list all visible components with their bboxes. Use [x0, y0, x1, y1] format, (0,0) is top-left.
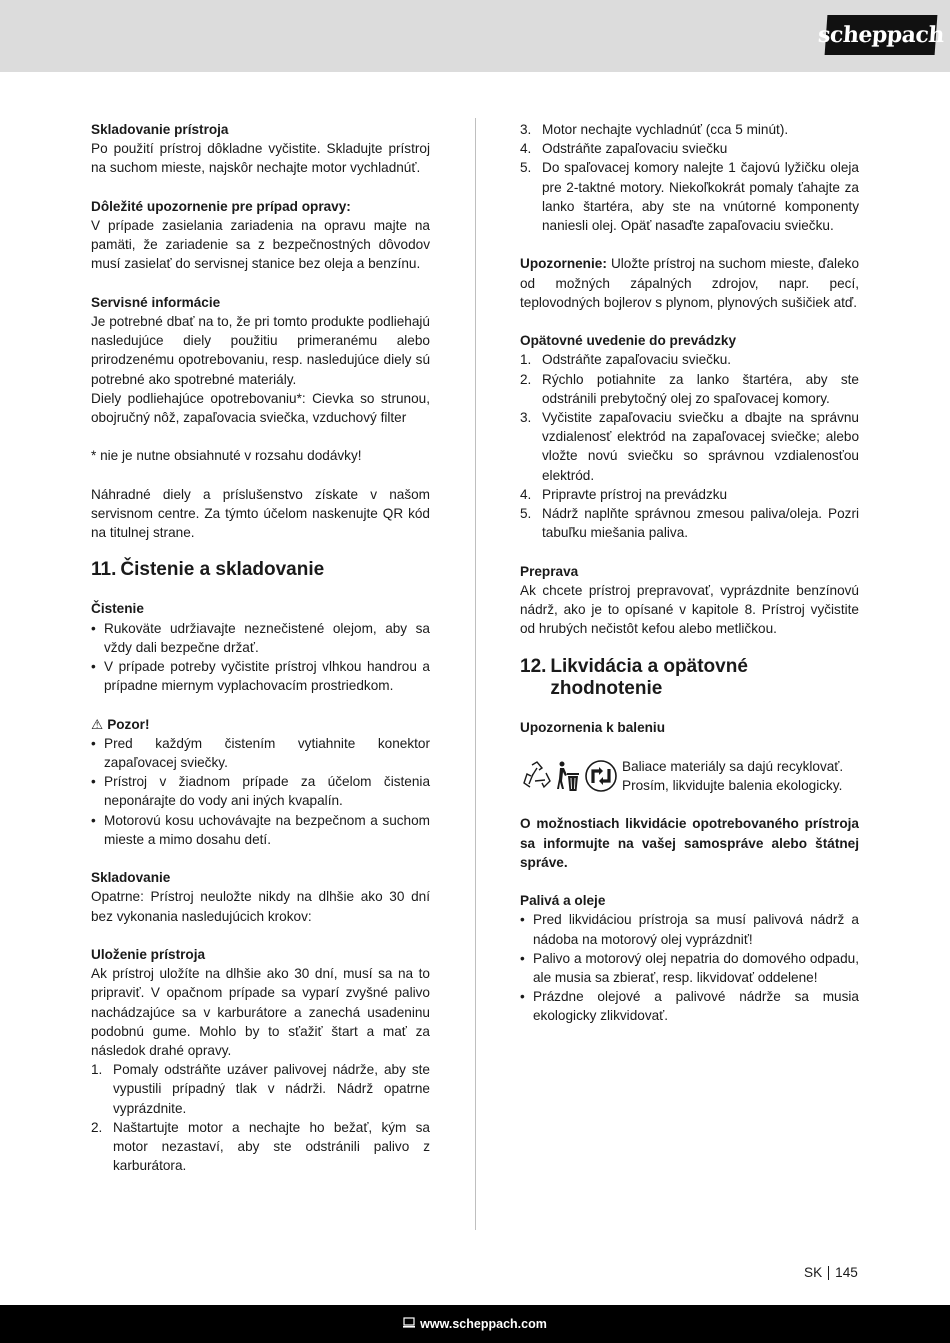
warning-icon: ⚠: [91, 716, 104, 732]
notice-paragraph: [520, 254, 859, 312]
scheppach-logo: [817, 15, 945, 55]
list-item: • Palivo a motorový olej nepatria do domového odpadu, ale musia sa zbierať, resp. likvidovať oddelene!: [520, 949, 859, 987]
repair-notice-heading: Dôležité upozornenie pre prípad opravy:: [91, 198, 351, 214]
warning-heading-text: Pozor!: [107, 716, 150, 732]
section-12-title: [520, 656, 859, 700]
service-info-heading: Servisné informácie: [91, 294, 221, 310]
packaging-row: [520, 757, 859, 795]
cleaning-heading: Čistenie: [91, 601, 144, 617]
list-item: [91, 1118, 430, 1176]
fuels-heading: Palivá a oleje: [520, 893, 606, 909]
section-title: Čistenie a skladovanie: [120, 559, 325, 581]
storage-text: Opatrne: Prístroj neuložte nikdy na dlhšie ako 30 dní bez vykonania nasledujúcich krokov:: [91, 889, 430, 924]
packaging-text: Baliace materiály sa dajú recyklovať. Prosím, likvidujte balenia ekologicky.: [622, 758, 844, 794]
page-language: SK: [804, 1265, 823, 1280]
warning-heading: [91, 715, 430, 734]
recycle-icon: [520, 759, 554, 793]
list-item: • Pred likvidáciou prístroja sa musí palivová nádrž a nádoba na motorový olej vyprázdniť!: [520, 910, 859, 948]
warning-list: [91, 734, 430, 849]
trash-bin-icon: [556, 759, 582, 793]
list-item: • V prípade potreby vyčistite prístroj vlhkou handrou a prípadne miernym vyplachovacím prostriedkom.: [91, 657, 430, 695]
storage-device-heading: Skladovanie prístroja: [91, 122, 229, 137]
step-number: 3.: [520, 410, 532, 426]
list-item: [520, 139, 859, 158]
list-item: [520, 485, 859, 504]
step-text: Pripravte prístroj na prevádzku: [542, 486, 728, 502]
transport-text: Ak chcete prístroj prepravovať, vyprázdnite benzínovú nádrž, ako je to opísané v kapitole 8. Prístroj vyčistite od hrubých nečistôt kefou alebo metličkou.: [520, 582, 859, 637]
spare-parts-text: Náhradné diely a príslušenstvo získate v našom servisnom centre. Za týmto účelom naskenujte QR kód na titulnej strane.: [91, 486, 430, 541]
section-title: Likvidácia a opätovné zhodnotenie: [550, 656, 748, 700]
storage-steps-list: [91, 1060, 430, 1175]
notice-label: Upozornenie:: [520, 256, 607, 272]
step-number: 3.: [520, 122, 532, 137]
step-number: 1.: [520, 352, 532, 368]
recommission-heading: Opätovné uvedenie do prevádzky: [520, 333, 737, 349]
fuels-list: [520, 910, 859, 1025]
putting-away-heading: Uloženie prístroja: [91, 947, 206, 963]
list-item: • Motorovú kosu uchovávajte na bezpečnom a suchom mieste a mimo dosahu detí.: [91, 811, 430, 849]
cleaning-list: [91, 619, 430, 696]
list-item: • Rukoväte udržiavajte neznečistené olejom, aby sa vždy dali bezpečne držať.: [91, 619, 430, 657]
list-item: [520, 158, 859, 235]
list-item: • Prázdne olejové a palivové nádrže sa musia ekologicky zlikvidovať.: [520, 987, 859, 1025]
repair-notice-text: V prípade zasielania zariadenia na opravu majte na pamäti, že zariadenie sa z bezpečnostných dôvodov musí zasielať do servisnej stanice bez oleja a benzínu.: [91, 218, 430, 272]
storage-device-text: Po použití prístroj dôkladne vyčistite. Skladujte prístroj na suchom mieste, najskôr nechajte motor vychladnúť.: [91, 141, 430, 176]
transport-heading: Preprava: [520, 563, 579, 579]
step-text: Naštartujte motor a nechajte ho bežať, kým sa motor nezastaví, aby ste odstránili palivo z karburátora.: [113, 1119, 430, 1174]
section-number: 12.: [520, 656, 547, 678]
list-item: • Prístroj v žiadnom prípade za účelom čistenia neponárajte do vody ani iných kvapalín.: [91, 772, 430, 810]
recommission-list: [520, 350, 859, 542]
footnote: * nie je nutne obsiahnuté v rozsahu dodávky!: [91, 448, 362, 464]
list-item: [520, 370, 859, 408]
list-item: [91, 1060, 430, 1118]
putting-away-text: Ak prístroj uložíte na dlhšie ako 30 dní, musí sa na to pripraviť. V opačnom prípade sa vyparí zvyšné palivo nachádzajúce sa v karburátore a zanechá usadeninu podobnú gume. Mohlo by to sťažiť štart a mať za následok drahé opravy.: [91, 966, 430, 1059]
recycling-icons: [520, 759, 618, 793]
section-number: 11.: [91, 559, 117, 581]
storage-steps-continued: [520, 120, 859, 235]
step-text: Rýchlo potiahnite za lanko štartéra, aby ste odstránili prebytočný olej zo spaľovacej komory.: [542, 371, 859, 406]
column-divider: [475, 118, 476, 1230]
footer-bar: [0, 1305, 950, 1343]
step-number: 2.: [91, 1119, 103, 1135]
service-info-text: Je potrebné dbať na to, že pri tomto produkte podliehajú nasledujúce diely použitiu primeranému alebo prirodzenému opotrebovaniu, resp. nasledujúce diely sú potrebné ako spotrebné materiály.: [91, 314, 430, 387]
logo-text: scheppach: [817, 22, 945, 48]
computer-icon: [403, 1317, 415, 1331]
step-number: 5.: [520, 506, 532, 522]
right-column: [520, 120, 859, 1026]
left-column: [91, 120, 430, 1175]
step-number: 4.: [520, 486, 532, 502]
step-number: 5.: [520, 160, 532, 176]
step-text: Motor nechajte vychladnúť (cca 5 minút).: [542, 122, 789, 137]
green-dot-icon: [584, 759, 618, 793]
notice-text: Uložte prístroj na suchom mieste, ďaleko od možných zápalných zdrojov, napr. pecí, teplovodných bojlerov s plynom, plynových sušičiek atď.: [520, 256, 859, 310]
list-item: [520, 350, 859, 369]
storage-heading: Skladovanie: [91, 870, 171, 886]
step-number: 4.: [520, 141, 532, 157]
website-link[interactable]: www.scheppach.com: [420, 1317, 547, 1331]
step-number: 2.: [520, 371, 532, 387]
step-text: Nádrž naplňte správnou zmesou paliva/oleja. Pozri tabuľku miešania paliva.: [542, 506, 859, 541]
list-item: [520, 120, 859, 139]
step-number: 1.: [91, 1062, 103, 1078]
step-text: Odstráňte zapaľovaciu sviečku: [542, 141, 728, 157]
wear-parts-text: Diely podliehajúce opotrebovaniu*: Cievka so strunou, obojručný nôž, zapaľovacia sviečka, vzduchový filter: [91, 390, 430, 426]
section-11-title: [91, 559, 430, 581]
header-bar: [0, 0, 950, 72]
step-text: Odstráňte zapaľovaciu sviečku.: [542, 352, 732, 368]
disposal-info: O možnostiach likvidácie opotrebovaného prístroja sa informujte na vašej samospráve alebo štátnej správe.: [520, 816, 859, 870]
list-item: [520, 408, 859, 485]
step-text: Pomaly odstráňte uzáver palivovej nádrže, aby ste vypustili prípadný tlak v nádrži. Nádrž opatrne vyprázdnite.: [113, 1062, 430, 1116]
page-number-value: 145: [835, 1265, 858, 1280]
list-item: [520, 504, 859, 542]
page-number: [804, 1265, 858, 1280]
step-text: Do spaľovacej komory nalejte 1 čajovú lyžičku oleja pre 2-taktné motory. Niekoľkokrát pomaly ťahajte za lanko štartéra, aby ste na vnútorné komponenty naniesli olej. Opäť nasaďte zapaľovaciu sviečku.: [542, 160, 859, 234]
step-text: Vyčistite zapaľovaciu sviečku a dbajte na správnu vzdialenosť elektród na zapaľovacej sviečke; alebo vložte novú sviečku so správnou vzdialenosťou elektród.: [542, 410, 859, 483]
list-item: • Pred každým čistením vytiahnite konektor zapaľovacej sviečky.: [91, 734, 430, 772]
packaging-heading: Upozornenia k baleniu: [520, 720, 666, 736]
